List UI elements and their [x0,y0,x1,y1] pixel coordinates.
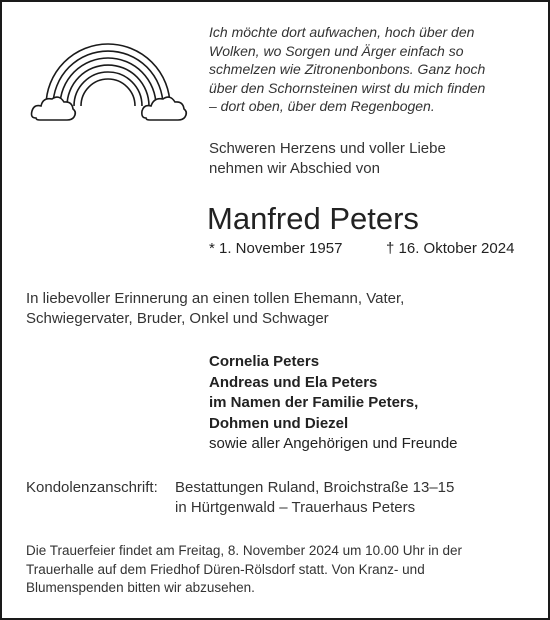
death-date: † 16. Oktober 2024 [386,240,515,257]
quote-line: Ich möchte dort aufwachen, hoch über den [209,24,475,40]
intro-text [209,139,446,179]
funeral-service-info [26,542,536,598]
poem-quote [209,23,539,116]
intro-line: nehmen wir Abschied von [209,160,380,177]
service-line: Trauerhalle auf dem Friedhof Düren-Rölsdorf statt. Von Kranz- und [26,561,425,577]
rainbow-icon [30,26,190,126]
memory-line: Schwiegervater, Bruder, Onkel und Schwager [26,310,329,327]
quote-line: Wolken, wo Sorgen und Ärger einfach so [209,42,464,59]
cloud-left-icon [32,97,76,120]
memory-line: In liebevoller Erinnerung an einen tollen Ehemann, Vater, [26,290,405,307]
address-line: in Hürtgenwald – Trauerhaus Peters [175,499,416,516]
condolence-label: Kondolenzanschrift: [26,479,158,496]
birth-date: * 1. November 1957 [209,240,343,257]
address-line: Bestattungen Ruland, Broichstraße 13–15 [175,479,455,496]
mourner-line: Andreas und Ela Peters [209,373,378,391]
mourner-line: im Namen der Familie Peters, [209,394,419,411]
quote-line: schmelzen wie Zitronenbonbons. Ganz hoch [209,61,486,77]
quote-line: – dort oben, über dem Regenbogen. [209,98,435,114]
service-line: Blumenspenden bitten wir abzusehen. [26,580,255,595]
quote-line: über den Schornsteinen wirst du mich finden [209,79,486,96]
mourner-line: Dohmen und Diezel [209,414,349,432]
memory-text [26,289,536,329]
mourners-list [209,352,458,455]
deceased-name: Manfred Peters [207,201,419,236]
service-line: Die Trauerfeier findet am Freitag, 8. November 2024 um 10.00 Uhr in der [26,543,462,558]
mourner-line: Cornelia Peters [209,353,320,370]
mourner-relatives-line: sowie aller Angehörigen und Freunde [209,435,458,452]
condolence-address [175,478,454,518]
intro-line: Schweren Herzens und voller Liebe [209,140,446,157]
